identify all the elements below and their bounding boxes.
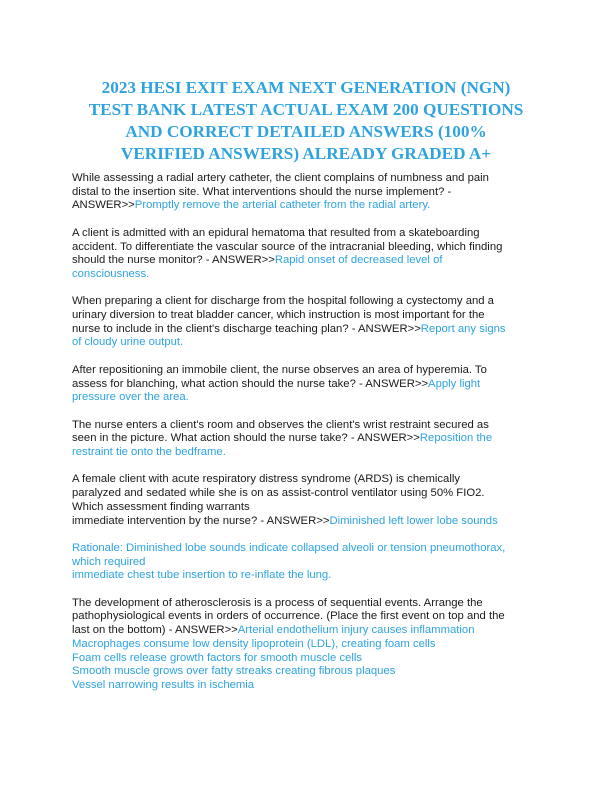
question-list <box>72 172 572 706</box>
question-text: last on the bottom) - ANSWER>> <box>72 624 238 637</box>
answer-text: Rapid onset of decreased level of <box>274 254 443 267</box>
question-text: When preparing a client for discharge from the hospital following a cystectomy and a <box>72 295 494 308</box>
answer-text: which required <box>72 555 146 568</box>
question-text: pathophysiological events in orders of occurrence. (Place the first event on top and the <box>72 610 505 623</box>
answer-text: immediate chest tube insertion to re-inflate the lung. <box>72 569 332 582</box>
question-text: nurse to include in the client's discharge teaching plan? - ANSWER>> <box>72 322 421 335</box>
question-text: A female client with acute respiratory distress syndrome (ARDS) is chemically <box>72 473 460 486</box>
answer-text: Diminished left lower lobe sounds <box>329 514 498 527</box>
answer-text: Rationale: Diminished lobe sounds indicate collapsed alveoli or tension pneumothorax, <box>72 541 506 554</box>
title-line: VERIFIED ANSWERS) ALREADY GRADED A+ <box>120 144 492 163</box>
question-text: should the nurse monitor? - ANSWER>> <box>72 254 275 267</box>
title-line: TEST BANK LATEST ACTUAL EXAM 200 QUESTIONS <box>88 100 524 119</box>
title-line: 2023 HESI EXIT EXAM NEXT GENERATION (NGN) <box>101 78 511 97</box>
answer-text: Smooth muscle grows over fatty streaks creating fibrous plaques <box>72 665 396 678</box>
question-text: ANSWER>> <box>72 199 135 212</box>
question-item <box>72 473 572 528</box>
answer-text: Report any signs <box>420 322 506 335</box>
question-text: The development of atherosclerosis is a process of sequential events. Arrange the <box>72 596 483 609</box>
answer-text: Foam cells release growth factors for smooth muscle cells <box>72 651 363 664</box>
question-text: Which assessment finding warrants <box>72 500 250 513</box>
question-item <box>72 364 572 405</box>
answer-text: Macrophages consume low density lipoprotein (LDL), creating foam cells <box>72 637 436 650</box>
document-title <box>70 77 542 165</box>
answer-text: Arterial endothelium injury causes inflammation <box>237 624 475 637</box>
question-text: A client is admitted with an epidural hematoma that resulted from a skateboarding <box>72 226 480 239</box>
question-item <box>72 542 572 583</box>
question-text: assess for blanching, what action should the nurse take? - ANSWER>> <box>72 377 429 390</box>
answer-text: Reposition the <box>419 432 493 445</box>
question-item <box>72 419 572 460</box>
question-text: After repositioning an immobile client, the nurse observes an area of hyperemia. To <box>72 363 487 376</box>
question-item <box>72 295 572 350</box>
question-text: urinary diversion to treat bladder cancer, which instruction is most important for the <box>72 309 485 321</box>
question-text: distal to the insertion site. What interventions should the nurse implement? - <box>72 185 452 198</box>
answer-text: consciousness. <box>72 267 150 280</box>
answer-text: Vessel narrowing results in ischemia <box>72 678 255 691</box>
question-item <box>72 227 572 282</box>
question-text: accident. To differentiate the vascular source of the intracranial bleeding, which finding <box>72 240 503 253</box>
answer-text: of cloudy urine output. <box>72 336 184 349</box>
question-item <box>72 172 572 213</box>
question-text: While assessing a radial artery catheter, the client complains of numbness and pain <box>72 172 489 184</box>
answer-text: Promptly remove the arterial catheter from the radial artery. <box>134 199 431 212</box>
answer-text: pressure over the area. <box>72 391 189 404</box>
question-text: paralyzed and sedated while she is on as assist-control ventilator using 50% FIO2. <box>72 487 485 500</box>
question-item <box>72 597 572 693</box>
question-text: The nurse enters a client's room and observes the client's wrist restraint secured as <box>72 418 489 431</box>
answer-text: Apply light <box>428 377 481 390</box>
title-line: AND CORRECT DETAILED ANSWERS (100% <box>125 122 487 141</box>
answer-text: restraint tie onto the bedframe. <box>72 446 226 458</box>
question-text: immediate intervention by the nurse? - ANSWER>> <box>72 514 330 527</box>
question-text: seen in the picture. What action should the nurse take? - ANSWER>> <box>72 432 420 445</box>
